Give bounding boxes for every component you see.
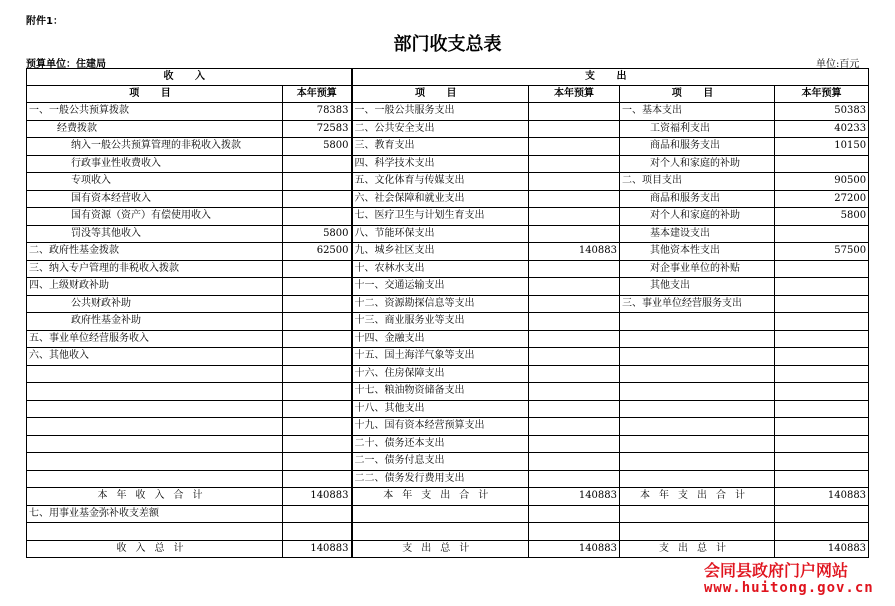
expense-grand-value: 140883 bbox=[775, 540, 869, 558]
income-item-cell: 纳入一般公共预算管理的非税收入拨款 bbox=[27, 138, 283, 156]
expense-econ-value-cell: 40233 bbox=[775, 120, 869, 138]
grand-total-row bbox=[27, 540, 869, 558]
income-item-cell: 经费拨款 bbox=[27, 120, 283, 138]
income-item-cell bbox=[27, 400, 283, 418]
expense-econ-value-cell bbox=[775, 470, 869, 488]
balance-label: 七、用事业基金弥补收支差额 bbox=[27, 505, 283, 523]
expense-econ-item-cell: 对企事业单位的补贴 bbox=[620, 260, 775, 278]
expense-func-value-cell bbox=[529, 173, 620, 191]
expense-func-value-cell bbox=[529, 260, 620, 278]
expense-total-label-text: 本年支出合计 bbox=[640, 490, 755, 502]
expense-func-value-cell bbox=[529, 418, 620, 436]
table-row bbox=[27, 120, 869, 138]
expense-func-item-cell: 二、公共安全支出 bbox=[352, 120, 529, 138]
empty-cell bbox=[352, 505, 529, 523]
col-header-item: 项 目 bbox=[352, 86, 529, 103]
table-row bbox=[27, 365, 869, 383]
empty-cell bbox=[352, 523, 529, 541]
income-item-cell: 四、上级财政补助 bbox=[27, 278, 283, 296]
income-grand-label-text: 收入总计 bbox=[116, 542, 193, 554]
table-row bbox=[27, 295, 869, 313]
expense-func-item-cell: 十九、国有资本经营预算支出 bbox=[352, 418, 529, 436]
expense-econ-value-cell bbox=[775, 383, 869, 401]
col-header-item: 项 目 bbox=[27, 86, 283, 103]
expense-econ-item-cell bbox=[620, 418, 775, 436]
income-value-cell bbox=[283, 435, 352, 453]
table-row bbox=[27, 435, 869, 453]
expense-func-value-cell bbox=[529, 383, 620, 401]
income-value-cell: 72583 bbox=[283, 120, 352, 138]
expense-func-value-cell bbox=[529, 365, 620, 383]
watermark-url: www.huitong.gov.cn bbox=[704, 580, 874, 596]
expense-econ-item-cell bbox=[620, 400, 775, 418]
income-item-cell: 罚没等其他收入 bbox=[27, 225, 283, 243]
expense-econ-value-cell: 5800 bbox=[775, 208, 869, 226]
expense-func-item-cell: 六、社会保障和就业支出 bbox=[352, 190, 529, 208]
income-item-cell: 政府性基金补助 bbox=[27, 313, 283, 331]
income-item-cell: 二、政府性基金拨款 bbox=[27, 243, 283, 261]
income-item-cell bbox=[27, 453, 283, 471]
income-value-cell bbox=[283, 295, 352, 313]
expense-econ-item-cell bbox=[620, 435, 775, 453]
table-row bbox=[27, 138, 869, 156]
income-total-value: 140883 bbox=[283, 488, 352, 506]
budget-unit: 预算单位：住建局 bbox=[26, 59, 106, 70]
spacer-row bbox=[27, 523, 869, 541]
income-total-label-text: 本年收入合计 bbox=[97, 490, 212, 502]
col-header-item: 项 目 bbox=[620, 86, 775, 103]
expense-total-value: 140883 bbox=[775, 488, 869, 506]
table-row bbox=[27, 208, 869, 226]
empty-cell bbox=[775, 523, 869, 541]
col-header-budget: 本年预算 bbox=[775, 86, 869, 103]
balance-row bbox=[27, 505, 869, 523]
expense-econ-item-cell: 对个人和家庭的补助 bbox=[620, 155, 775, 173]
page-title: 部门收支总表 bbox=[393, 34, 502, 55]
expense-econ-item-cell bbox=[620, 313, 775, 331]
income-value-cell bbox=[283, 383, 352, 401]
expense-econ-item-cell: 商品和服务支出 bbox=[620, 190, 775, 208]
expense-econ-value-cell bbox=[775, 418, 869, 436]
table-row bbox=[27, 190, 869, 208]
income-value-cell: 5800 bbox=[283, 225, 352, 243]
empty-cell bbox=[620, 523, 775, 541]
expense-func-value-cell bbox=[529, 313, 620, 331]
expense-econ-value-cell bbox=[775, 295, 869, 313]
expense-func-value-cell bbox=[529, 155, 620, 173]
totals-row bbox=[27, 488, 869, 506]
table-row bbox=[27, 313, 869, 331]
expense-func-item-cell: 五、文化体育与传媒支出 bbox=[352, 173, 529, 191]
empty-cell bbox=[620, 505, 775, 523]
empty-cell bbox=[283, 505, 352, 523]
expense-total-label-text: 本年支出合计 bbox=[383, 490, 498, 502]
income-item-cell: 三、纳入专户管理的非税收入拨款 bbox=[27, 260, 283, 278]
currency-unit: 单位:百元 bbox=[816, 59, 860, 70]
expense-econ-value-cell: 57500 bbox=[775, 243, 869, 261]
expense-econ-value-cell: 27200 bbox=[775, 190, 869, 208]
expense-econ-value-cell bbox=[775, 155, 869, 173]
expense-func-item-cell: 十四、金融支出 bbox=[352, 330, 529, 348]
expense-func-value-cell bbox=[529, 470, 620, 488]
income-value-cell bbox=[283, 400, 352, 418]
expense-econ-item-cell bbox=[620, 453, 775, 471]
expense-econ-value-cell bbox=[775, 348, 869, 366]
table-row bbox=[27, 348, 869, 366]
expense-econ-value-cell bbox=[775, 260, 869, 278]
income-value-cell bbox=[283, 365, 352, 383]
expense-econ-item-cell bbox=[620, 330, 775, 348]
empty-cell bbox=[529, 523, 620, 541]
income-value-cell bbox=[283, 453, 352, 471]
expense-econ-value-cell bbox=[775, 330, 869, 348]
expense-func-item-cell: 九、城乡社区支出 bbox=[352, 243, 529, 261]
expense-func-item-cell: 一、一般公共服务支出 bbox=[352, 103, 529, 121]
expense-econ-value-cell bbox=[775, 400, 869, 418]
expense-econ-value-cell: 90500 bbox=[775, 173, 869, 191]
expense-econ-value-cell bbox=[775, 453, 869, 471]
expense-econ-item-cell: 其他支出 bbox=[620, 278, 775, 296]
expense-total-label bbox=[352, 488, 529, 506]
expense-econ-value-cell bbox=[775, 313, 869, 331]
expense-func-item-cell: 二一、债务付息支出 bbox=[352, 453, 529, 471]
income-item-cell bbox=[27, 365, 283, 383]
expense-func-item-cell: 二二、债务发行费用支出 bbox=[352, 470, 529, 488]
table-row bbox=[27, 453, 869, 471]
expense-econ-item-cell: 工资福利支出 bbox=[620, 120, 775, 138]
column-header-row bbox=[27, 86, 869, 103]
expense-econ-item-cell: 商品和服务支出 bbox=[620, 138, 775, 156]
expense-grand-value: 140883 bbox=[529, 540, 620, 558]
expense-func-item-cell: 十七、粮油物资储备支出 bbox=[352, 383, 529, 401]
expense-econ-item-cell: 对个人和家庭的补助 bbox=[620, 208, 775, 226]
expense-func-item-cell: 十三、商业服务业等支出 bbox=[352, 313, 529, 331]
income-item-cell: 国有资本经营收入 bbox=[27, 190, 283, 208]
table-row bbox=[27, 418, 869, 436]
expense-func-value-cell bbox=[529, 120, 620, 138]
watermark-text: 会同县政府门户网站 bbox=[704, 561, 849, 580]
expense-func-value-cell bbox=[529, 348, 620, 366]
expense-func-item-cell: 十、农林水支出 bbox=[352, 260, 529, 278]
expense-func-item-cell: 十一、交通运输支出 bbox=[352, 278, 529, 296]
col-header-budget: 本年预算 bbox=[283, 86, 352, 103]
table-row bbox=[27, 243, 869, 261]
income-grand-value: 140883 bbox=[283, 540, 352, 558]
expense-econ-item-cell: 其他资本性支出 bbox=[620, 243, 775, 261]
empty-cell bbox=[529, 505, 620, 523]
income-item-cell: 五、事业单位经营服务收入 bbox=[27, 330, 283, 348]
income-value-cell bbox=[283, 313, 352, 331]
income-value-cell: 62500 bbox=[283, 243, 352, 261]
expense-func-value-cell bbox=[529, 208, 620, 226]
income-value-cell bbox=[283, 470, 352, 488]
table-row bbox=[27, 470, 869, 488]
expense-econ-value-cell bbox=[775, 365, 869, 383]
empty-cell bbox=[283, 523, 352, 541]
empty-cell bbox=[27, 523, 283, 541]
expense-func-value-cell bbox=[529, 103, 620, 121]
expense-func-item-cell: 二十、债务还本支出 bbox=[352, 435, 529, 453]
attachment-label: 附件1： bbox=[26, 16, 63, 27]
table-row bbox=[27, 103, 869, 121]
expense-func-item-cell: 八、节能环保支出 bbox=[352, 225, 529, 243]
table-row bbox=[27, 173, 869, 191]
income-value-cell bbox=[283, 330, 352, 348]
income-item-cell: 六、其他收入 bbox=[27, 348, 283, 366]
table-row bbox=[27, 400, 869, 418]
income-value-cell bbox=[283, 173, 352, 191]
table-row bbox=[27, 155, 869, 173]
expense-func-item-cell: 十六、住房保障支出 bbox=[352, 365, 529, 383]
income-value-cell bbox=[283, 278, 352, 296]
income-item-cell bbox=[27, 470, 283, 488]
expense-func-item-cell: 十八、其他支出 bbox=[352, 400, 529, 418]
col-header-budget: 本年预算 bbox=[529, 86, 620, 103]
summary-table bbox=[26, 68, 869, 558]
expense-section-header: 支 出 bbox=[352, 69, 869, 86]
expense-grand-label-text: 支出总计 bbox=[659, 542, 736, 554]
expense-func-item-cell: 十二、资源勘探信息等支出 bbox=[352, 295, 529, 313]
table-row bbox=[27, 260, 869, 278]
expense-grand-label bbox=[620, 540, 775, 558]
income-item-cell bbox=[27, 418, 283, 436]
expense-econ-item-cell: 一、基本支出 bbox=[620, 103, 775, 121]
table-row bbox=[27, 225, 869, 243]
income-value-cell bbox=[283, 155, 352, 173]
expense-econ-item-cell bbox=[620, 383, 775, 401]
income-value-cell: 5800 bbox=[283, 138, 352, 156]
expense-func-value-cell bbox=[529, 278, 620, 296]
expense-func-value-cell bbox=[529, 435, 620, 453]
table-row bbox=[27, 278, 869, 296]
expense-func-value-cell bbox=[529, 453, 620, 471]
expense-func-value-cell bbox=[529, 138, 620, 156]
income-value-cell bbox=[283, 208, 352, 226]
expense-func-value-cell bbox=[529, 400, 620, 418]
expense-econ-item-cell bbox=[620, 348, 775, 366]
expense-func-value-cell bbox=[529, 225, 620, 243]
table-row bbox=[27, 383, 869, 401]
income-item-cell: 国有资源（资产）有偿使用收入 bbox=[27, 208, 283, 226]
expense-econ-value-cell: 50383 bbox=[775, 103, 869, 121]
expense-econ-value-cell bbox=[775, 225, 869, 243]
expense-func-item-cell: 四、科学技术支出 bbox=[352, 155, 529, 173]
income-section-header: 收 入 bbox=[27, 69, 352, 86]
income-value-cell bbox=[283, 348, 352, 366]
expense-total-label bbox=[620, 488, 775, 506]
income-grand-label bbox=[27, 540, 283, 558]
expense-func-item-cell: 十五、国土海洋气象等支出 bbox=[352, 348, 529, 366]
expense-econ-item-cell: 三、事业单位经营服务支出 bbox=[620, 295, 775, 313]
income-value-cell bbox=[283, 260, 352, 278]
expense-econ-item-cell: 二、项目支出 bbox=[620, 173, 775, 191]
income-value-cell bbox=[283, 418, 352, 436]
income-item-cell bbox=[27, 383, 283, 401]
expense-func-value-cell bbox=[529, 190, 620, 208]
expense-func-item-cell: 三、教育支出 bbox=[352, 138, 529, 156]
expense-econ-value-cell bbox=[775, 435, 869, 453]
expense-func-value-cell bbox=[529, 330, 620, 348]
income-item-cell: 行政事业性收费收入 bbox=[27, 155, 283, 173]
income-value-cell bbox=[283, 190, 352, 208]
income-total-label bbox=[27, 488, 283, 506]
expense-total-value: 140883 bbox=[529, 488, 620, 506]
income-item-cell bbox=[27, 435, 283, 453]
section-header-row bbox=[27, 69, 869, 86]
expense-grand-label bbox=[352, 540, 529, 558]
income-item-cell: 公共财政补助 bbox=[27, 295, 283, 313]
expense-func-item-cell: 七、医疗卫生与计划生育支出 bbox=[352, 208, 529, 226]
income-value-cell: 78383 bbox=[283, 103, 352, 121]
empty-cell bbox=[775, 505, 869, 523]
expense-func-value-cell: 140883 bbox=[529, 243, 620, 261]
income-item-cell: 专项收入 bbox=[27, 173, 283, 191]
table-row bbox=[27, 330, 869, 348]
expense-econ-item-cell bbox=[620, 365, 775, 383]
expense-econ-value-cell bbox=[775, 278, 869, 296]
income-item-cell: 一、一般公共预算拨款 bbox=[27, 103, 283, 121]
expense-econ-item-cell: 基本建设支出 bbox=[620, 225, 775, 243]
expense-func-value-cell bbox=[529, 295, 620, 313]
expense-econ-item-cell bbox=[620, 470, 775, 488]
expense-grand-label-text: 支出总计 bbox=[402, 542, 479, 554]
expense-econ-value-cell: 10150 bbox=[775, 138, 869, 156]
